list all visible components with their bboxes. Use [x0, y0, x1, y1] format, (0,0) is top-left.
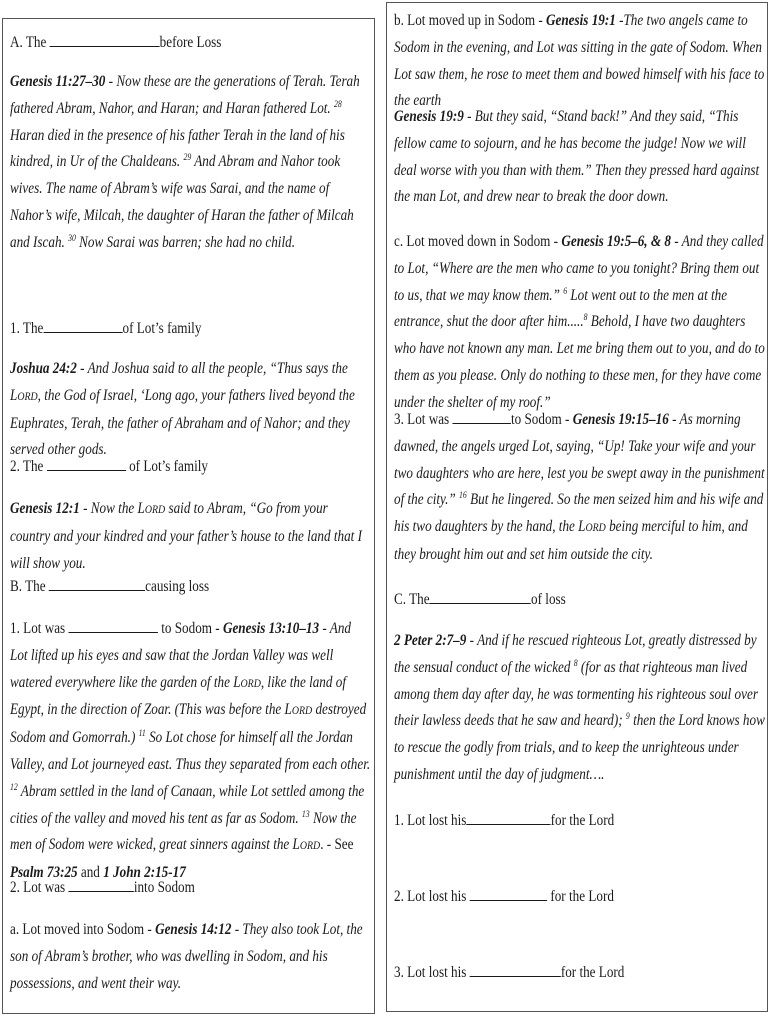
- left-column: [2, 18, 375, 1014]
- text-span: said to Abram, “Go from your country and your kindred and your father’s house to the land that I will show you.: [10, 500, 362, 572]
- text-span: b. Lot moved up in Sodom -: [394, 12, 547, 29]
- text-span: being merciful to him, and they brought him out and set him outside the city.: [394, 518, 748, 563]
- text-span: - And Joshua said to all the people, “Thus says the L: [10, 360, 348, 404]
- text-span: A. The: [10, 34, 47, 51]
- blank-field[interactable]: [430, 590, 531, 604]
- item-2-family: [10, 454, 371, 481]
- text-span: to Sodom -: [510, 411, 573, 428]
- text-span: 1. Lot lost his: [394, 812, 467, 829]
- lost-item-3: [394, 960, 769, 987]
- text-span: But he lingered. So the men seized him and his wife and his two daughters by the hand, the L: [394, 491, 764, 536]
- sub-item-c: [394, 229, 769, 417]
- text-span: - And they called to Lot, “Where are the men who came to you tonight? Bring them out to us, that we may know them.”: [394, 233, 764, 304]
- text-span: 3. Lot was: [394, 411, 450, 428]
- text-span: of loss: [531, 591, 566, 608]
- text-span: ORD: [144, 504, 166, 516]
- text-span: Behold, I have two daughters who have not known any man. Let me bring them out to you, and do to them as you please. Only do nothing to these men, for they have come under the shelter of my roof.”: [394, 313, 765, 411]
- 2-peter-passage: [394, 628, 769, 789]
- blank-field[interactable]: [50, 33, 160, 47]
- scripture-reference: Genesis 19:5–6, & 8: [561, 233, 672, 250]
- text-span: 8: [583, 312, 588, 323]
- text-span: - Now the L: [79, 500, 145, 517]
- text-span: - And if he rescued righteous Lot, greatly distressed by the sensual conduct of the wicked: [394, 632, 757, 676]
- blank-field[interactable]: [470, 887, 547, 901]
- genesis-19-9-passage: [394, 104, 769, 211]
- text-span: 2. The: [10, 458, 44, 475]
- scripture-reference: 2 Peter 2:7–9: [394, 632, 467, 649]
- section-b-heading: [10, 574, 371, 601]
- blank-field[interactable]: [68, 878, 133, 892]
- text-span: , like the land of Egypt, in the direction of Zoar. (This was before the L: [10, 673, 346, 719]
- text-span: (for as that righteous man lived among them day after day, he was tormenting his righteous soul over their lawless deeds that he saw and heard);: [394, 658, 758, 730]
- text-span: 3. Lot lost his: [394, 964, 467, 981]
- text-span: - And Lot lifted up his eyes and saw that the Jordan Valley was well watered everywhere like the garden of the L: [10, 620, 351, 691]
- item-3-lot-was: [394, 407, 769, 569]
- text-span: 2. Lot lost his: [394, 888, 467, 905]
- text-span: - As morning dawned, the angels urged Lot, saying, “Up! Take your wife and your two daughters who are here, lest you be swept away in the punishment of the city.”: [394, 411, 765, 509]
- text-span: 28: [334, 98, 342, 109]
- item-1-family: [10, 316, 371, 343]
- genesis-12-passage: [10, 496, 371, 577]
- text-span: 30: [68, 232, 76, 243]
- text-span: B. The: [10, 578, 46, 595]
- text-span: ORD: [299, 840, 321, 853]
- sub-item-b: [394, 8, 769, 115]
- scripture-reference: Genesis 12:1: [10, 500, 80, 517]
- text-span: ORD: [291, 705, 313, 718]
- text-span: into Sodom: [133, 879, 195, 896]
- text-span: and: [77, 864, 104, 882]
- text-span: 6: [563, 285, 568, 296]
- text-span: - They also took Lot, the son of Abram’s brother, who was dwelling in Sodom, and his possessions, and went their way.: [10, 921, 363, 992]
- text-span: 2. Lot was: [10, 879, 66, 896]
- scripture-reference: Genesis 19:9: [394, 108, 464, 125]
- text-span: to Sodom -: [157, 620, 223, 637]
- text-span: of Lot’s family: [122, 320, 202, 337]
- lost-item-1: [394, 808, 769, 835]
- text-span: 16: [459, 490, 467, 501]
- blank-field[interactable]: [68, 619, 157, 633]
- sub-item-a: [10, 917, 371, 997]
- text-span: for the Lord: [560, 964, 625, 981]
- text-span: Now the men of Sodom were wicked, great sinners against the L: [10, 809, 357, 854]
- text-span: - But they said, “Stand back!” And they said, “This fellow came to sojourn, and he has become the judge! Now we will deal worse with you than with them.” Then they pressed hard against the man Lot, and drew near to break the door down.: [394, 108, 760, 206]
- text-span: a. Lot moved into Sodom -: [10, 921, 156, 938]
- scripture-reference: Genesis 19:1: [546, 12, 616, 29]
- text-span: for the Lord: [547, 888, 614, 905]
- text-span: Lot went out to the men at the entrance, shut the door after him.....: [394, 286, 728, 331]
- text-span: - Now these are the generations of Terah. Terah fathered Abram, Nahor, and Haran; and Haran fathered Lot.: [10, 73, 360, 117]
- text-span: before Loss: [159, 34, 222, 51]
- lot-was-item: [10, 616, 371, 887]
- text-span: ORD: [585, 522, 606, 535]
- text-span: So Lot chose for himself all the Jordan Valley, and Lot journeyed east. Thus they separated from each other.: [10, 729, 371, 773]
- scripture-reference: Genesis 19:15–16: [572, 411, 669, 428]
- joshua-24-passage: [10, 356, 371, 464]
- blank-field[interactable]: [49, 577, 145, 591]
- text-span: 11: [138, 728, 146, 739]
- blank-field[interactable]: [47, 457, 126, 471]
- text-span: And Abram and Nahor took wives. The name of Abram’s wife was Sarai, and the name of Nahor’s wife, Milcah, the daughter of Haran the father of Milcah and Iscah.: [10, 153, 354, 251]
- text-span: for the Lord: [550, 812, 615, 829]
- text-span: 1. Lot was: [10, 620, 66, 637]
- scripture-reference: Joshua 24:2: [10, 360, 77, 377]
- lost-item-2: [394, 884, 769, 911]
- scripture-reference: Genesis 11:27–30: [10, 73, 106, 90]
- text-span: causing loss: [145, 578, 210, 595]
- text-span: destroyed Sodom and Gomorrah.): [10, 701, 367, 747]
- text-span: 29: [183, 152, 192, 163]
- scripture-reference: Genesis 14:12: [155, 921, 232, 938]
- scripture-reference: Genesis 13:10–13: [222, 620, 320, 637]
- text-span: -The two angels came to Sodom in the evening, and Lot was sitting in the gate of Sodom. When Lot saw them, he rose to meet them and bowed himself with his face to the earth: [394, 12, 765, 110]
- text-span: 9: [625, 711, 630, 722]
- right-column: [386, 2, 768, 1012]
- text-span: Now Sarai was barren; she had no child.: [75, 233, 295, 251]
- text-span: of Lot’s family: [125, 458, 209, 475]
- text-span: . - See: [320, 836, 354, 854]
- blank-field[interactable]: [43, 319, 122, 333]
- text-span: , the God of Israel, ‘Long ago, your fathers lived beyond the Euphrates, Terah, the father of Abraham and of Nahor; and they served other gods.: [10, 386, 355, 459]
- section-c-heading: [394, 587, 769, 614]
- psalm-reference: Psalm 73:25: [10, 864, 78, 882]
- text-span: 12: [10, 781, 18, 792]
- text-span: Haran died in the presence of his father Terah in the land of his kindred, in Ur of the Chaldeans.: [10, 126, 345, 171]
- blank-field[interactable]: [466, 811, 550, 825]
- text-span: Abram settled in the land of Canaan, while Lot settled among the cities of the valley and moved his tent as far as Sodom.: [10, 782, 365, 827]
- text-span: C. The: [394, 591, 430, 608]
- blank-field[interactable]: [452, 410, 510, 424]
- lot-was-into-sodom: [10, 875, 371, 902]
- text-span: ORD: [17, 390, 38, 403]
- text-span: 1. The: [10, 320, 44, 337]
- text-span: then the Lord knows how to rescue the godly from trials, and to keep the unrighteous under punishment until the day of judgment….: [394, 712, 765, 783]
- text-span: 8: [573, 657, 578, 668]
- section-a-heading: [10, 30, 371, 57]
- blank-field[interactable]: [470, 963, 561, 977]
- text-span: c. Lot moved down in Sodom -: [394, 233, 562, 250]
- text-span: ORD: [240, 677, 261, 690]
- genesis-11-passage: [10, 69, 371, 257]
- john-reference: 1 John 2:15-17: [103, 864, 186, 882]
- text-span: 13: [301, 808, 310, 819]
